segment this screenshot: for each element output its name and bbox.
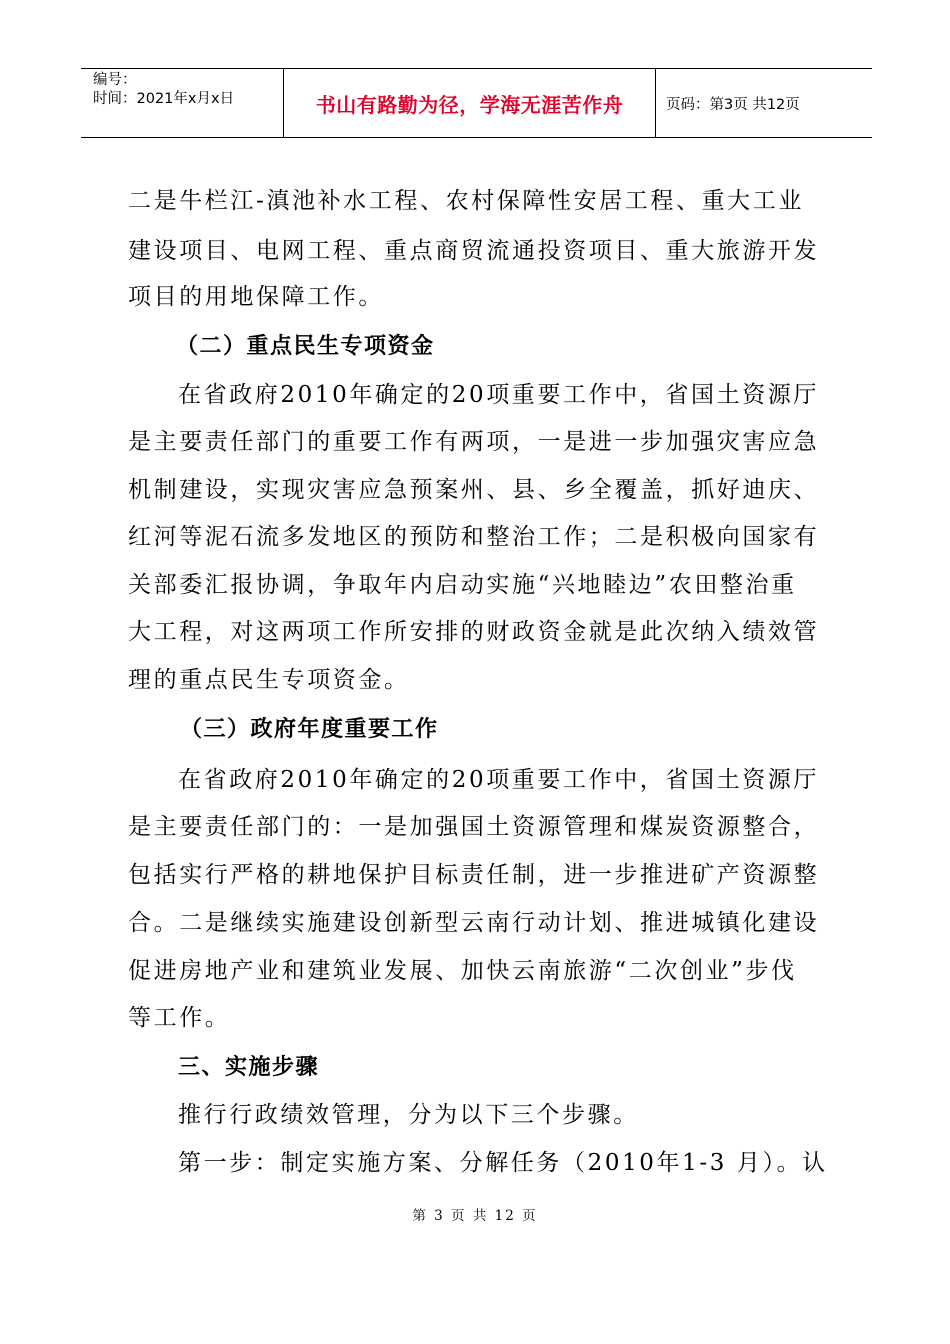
paragraph-line: 红河等泥石流多发地区的预防和整治工作；二是积极向国家有 [128,524,820,550]
paragraph-line: 机制建设，实现灾害应急预案州、县、乡全覆盖，抓好迪庆、 [128,477,820,503]
document-time: 时间：2021年x月x日 [93,91,235,107]
header-meta [81,69,284,137]
header-motto: 书山有路勤为径，学海无涯苦作舟 [284,69,656,137]
paragraph-line: 包括实行严格的耕地保护目标责任制，进一步推进矿产资源整 [128,862,820,888]
section-heading: 三、实施步骤 [178,1055,320,1080]
header-page-info: 页码：第3页 共12页 [666,96,800,113]
paragraph-line: 项目的用地保障工作。 [128,284,384,310]
document-number: 编号： [93,72,137,88]
paragraph-line: 促进房地产业和建筑业发展、加快云南旅游“二次创业”步伐 [128,958,797,984]
paragraph-line: 在省政府2010年确定的20项重要工作中，省国土资源厅 [178,767,819,793]
paragraph-line: 二是牛栏江-滇池补水工程、农村保障性安居工程、重大工业 [128,188,804,214]
paragraph-line: 关部委汇报协调，争取年内启动实施“兴地睦边”农田整治重 [128,572,797,598]
paragraph-line: 在省政府2010年确定的20项重要工作中，省国土资源厅 [178,382,819,408]
paragraph-line: 大工程，对这两项工作所安排的财政资金就是此次纳入绩效管 [128,619,820,645]
paragraph-line: 建设项目、电网工程、重点商贸流通投资项目、重大旅游开发 [128,238,820,264]
section-heading: （三）政府年度重要工作 [180,717,439,742]
page-header [81,68,872,138]
page-footer: 第 3 页 共 12 页 [412,1208,538,1224]
paragraph-line: 是主要责任部门的重要工作有两项，一是进一步加强灾害应急 [128,429,820,455]
paragraph-line: 第一步：制定实施方案、分解任务（2010年1-3 月）。认 [178,1150,828,1176]
section-heading: （二）重点民生专项资金 [176,334,435,359]
paragraph-line: 推行行政绩效管理，分为以下三个步骤。 [178,1102,639,1128]
paragraph-line: 理的重点民生专项资金。 [128,667,410,693]
paragraph-line: 合。二是继续实施建设创新型云南行动计划、推进城镇化建设 [128,910,820,936]
paragraph-line: 等工作。 [128,1005,231,1031]
paragraph-line: 是主要责任部门的：一是加强国土资源管理和煤炭资源整合， [128,814,820,840]
